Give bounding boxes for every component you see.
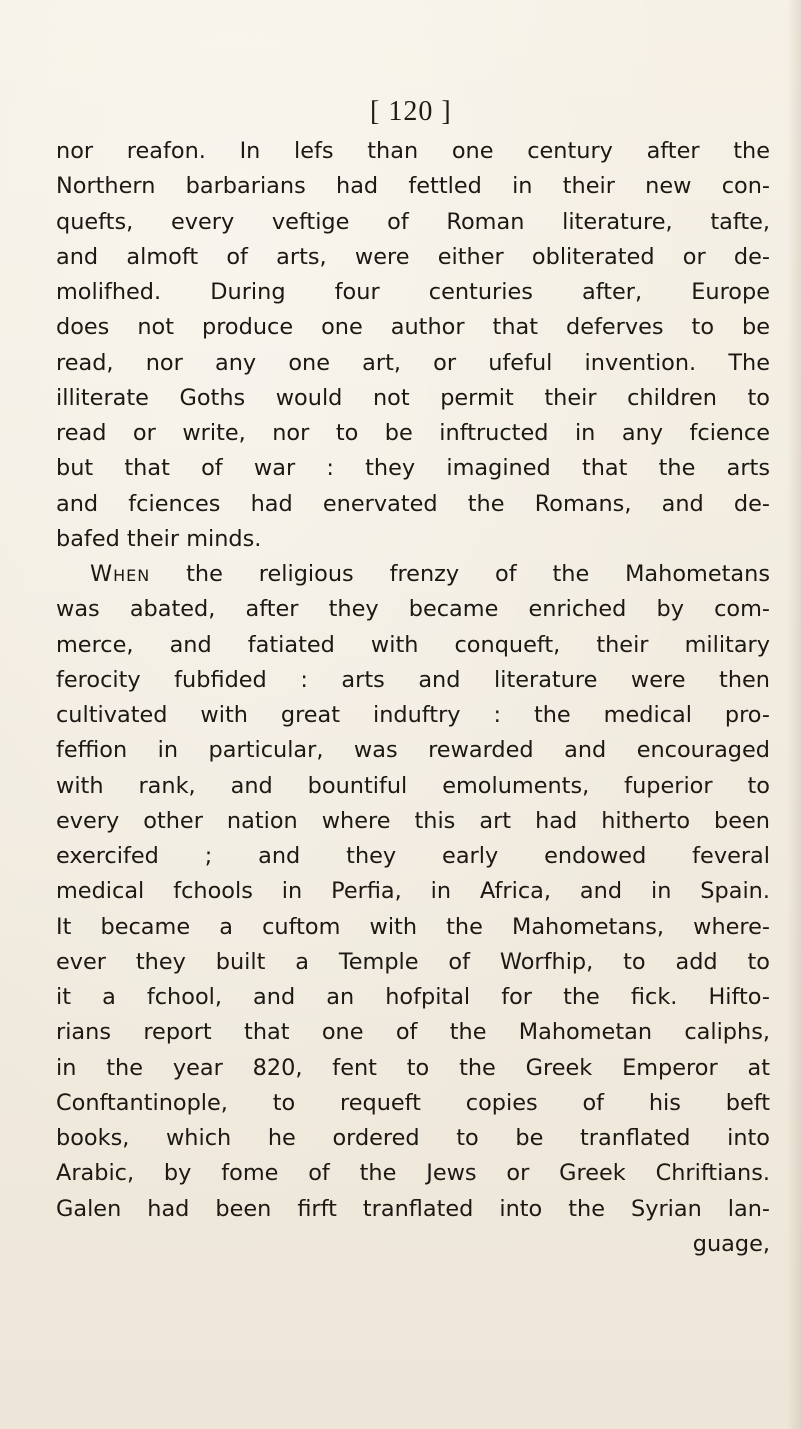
text-line: and fciences had enervated the Romans, and de-	[56, 490, 770, 517]
paragraph-start-line	[56, 557, 770, 592]
text-line: in the year 820, fent to the Greek Emperor at	[56, 1054, 770, 1081]
text-line: Northern barbarians had fettled in their new con-	[56, 173, 770, 200]
text-line: read, nor any one art, or ufeful invention. The	[56, 349, 770, 376]
page-number-header: [ 120 ]	[370, 96, 452, 127]
text-line: merce, and fatiated with conqueft, their military	[56, 631, 770, 658]
text-line: nor reafon. In lefs than one century after the	[56, 138, 770, 164]
catchword: guage,	[692, 1230, 770, 1257]
text-line: rians report that one of the Mahometan caliphs,	[56, 1019, 770, 1046]
when-small-caps: When	[90, 561, 151, 587]
text-line: molifhed. During four centuries after, Europe	[56, 279, 770, 305]
body-text	[56, 134, 770, 1262]
page-edge-shadow	[787, 0, 801, 1429]
text-line: cultivated with great induftry : the medical pro-	[56, 702, 770, 728]
text-line: bafed their minds.	[56, 525, 262, 552]
text-line: medical fchools in Perfia, in Africa, and in Spain.	[56, 878, 770, 905]
text-line: every other nation where this art had hitherto been	[56, 807, 770, 834]
text-line: quefts, every veftige of Roman literature, tafte,	[56, 208, 770, 235]
text-line: exercifed ; and they early endowed feveral	[56, 843, 770, 869]
text-line: the religious frenzy of the Mahometans	[186, 561, 770, 587]
text-line: Arabic, by fome of the Jews or Greek Chriftians.	[56, 1160, 770, 1187]
text-line: does not produce one author that deferves to be	[56, 314, 770, 341]
text-line: read or write, nor to be inftructed in any fcience	[56, 420, 770, 446]
text-line: but that of war : they imagined that the arts	[56, 455, 770, 482]
text-line: ever they built a Temple of Worfhip, to add to	[56, 948, 770, 975]
text-line: feffion in particular, was rewarded and encouraged	[56, 737, 770, 764]
text-line: it a fchool, and an hofpital for the fick. Hifto-	[56, 984, 770, 1010]
text-line: Galen had been firft tranflated into the Syrian lan-	[56, 1195, 770, 1222]
text-line: and almoft of arts, were either obliterated or de-	[56, 243, 770, 270]
text-line: books, which he ordered to be tranflated into	[56, 1125, 770, 1151]
text-line: was abated, after they became enriched by com-	[56, 596, 770, 623]
text-line: Conftantinople, to requeft copies of his beft	[56, 1089, 770, 1116]
text-line: with rank, and bountiful emoluments, fuperior to	[56, 772, 770, 799]
text-line: illiterate Goths would not permit their children to	[56, 384, 770, 411]
text-line: It became a cuftom with the Mahometans, where-	[56, 913, 770, 940]
text-line: ferocity fubfided : arts and literature were then	[56, 666, 770, 693]
